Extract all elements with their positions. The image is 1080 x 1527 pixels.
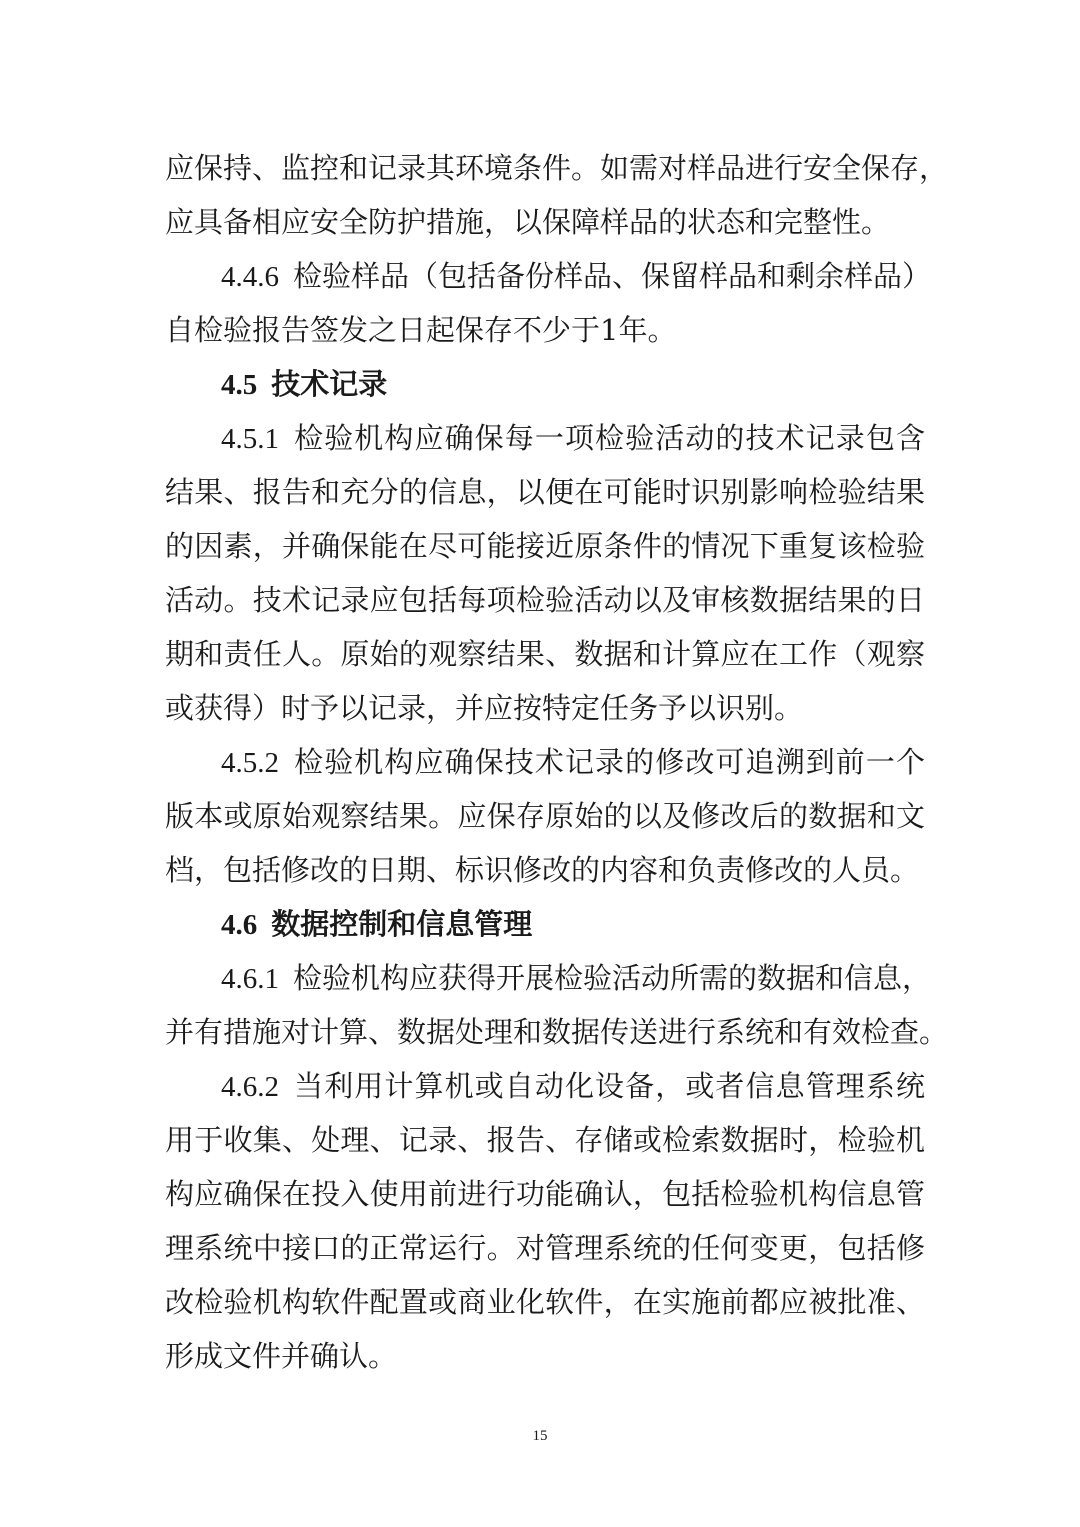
paragraph-line: 档，包括修改的日期、标识修改的内容和负责修改的人员。 [165,853,920,887]
paragraph-line: 并有措施对计算、数据处理和数据传送进行系统和有效检查。 [165,1015,949,1049]
paragraph-line: 自检验报告签发之日起保存不少于1年。 [165,313,677,347]
section-heading-4-5 [221,364,925,404]
paragraph-line: 的因素，并确保能在尽可能接近原条件的情况下重复该检验 [165,529,925,563]
section-heading-4-6 [221,904,925,944]
paragraph-line: 检验样品（包括备份样品、保留样品和剩余样品） [293,259,932,293]
paragraph-line: 构应确保在投入使用前进行功能确认，包括检验机构信息管 [165,1177,925,1211]
paragraph-line: 检验机构应确保技术记录的修改可追溯到前一个 [293,745,925,779]
paragraph-line: 形成文件并确认。 [165,1339,398,1373]
paragraph-line: 或获得）时予以记录，并应按特定任务予以识别。 [165,691,804,725]
paragraph-line: 用于收集、处理、记录、报告、存储或检索数据时，检验机 [165,1123,925,1157]
paragraph-line: 改检验机构软件配置或商业化软件，在实施前都应被批准、 [165,1285,925,1319]
paragraph-line: 理系统中接口的正常运行。对管理系统的任何变更，包括修 [165,1231,925,1265]
paragraph-line: 版本或原始观察结果。应保存原始的以及修改后的数据和文 [165,799,925,833]
section-title: 数据控制和信息管理 [271,907,533,941]
section-number: 4.6 [221,909,258,941]
clause-4-5-1 [221,418,925,458]
clause-4-4-6 [221,256,932,296]
clause-number: 4.4.6 [221,261,279,293]
clause-number: 4.6.2 [221,1071,279,1103]
paragraph-line: 当利用计算机或自动化设备，或者信息管理系统 [293,1069,925,1103]
clause-4-6-2 [221,1066,925,1106]
clause-number: 4.5.2 [221,747,279,779]
paragraph-line: 期和责任人。原始的观察结果、数据和计算应在工作（观察 [165,637,925,671]
section-title: 技术记录 [271,367,388,401]
paragraph-line: 应保持、监控和记录其环境条件。如需对样品进行安全保存， [165,151,949,185]
page-number: 15 [532,1428,548,1444]
clause-4-5-2 [221,742,925,782]
clause-number: 4.5.1 [221,423,279,455]
paragraph-line: 检验机构应获得开展检验活动所需的数据和信息， [293,961,932,995]
clause-number: 4.6.1 [221,963,279,995]
paragraph-line: 结果、报告和充分的信息，以便在可能时识别影响检验结果 [165,475,925,509]
clause-4-6-1 [221,958,932,998]
paragraph-line: 应具备相应安全防护措施，以保障样品的状态和完整性。 [165,205,891,239]
section-number: 4.5 [221,369,258,401]
paragraph-line: 活动。技术记录应包括每项检验活动以及审核数据结果的日 [165,583,925,617]
paragraph-line: 检验机构应确保每一项检验活动的技术记录包含 [293,421,925,455]
